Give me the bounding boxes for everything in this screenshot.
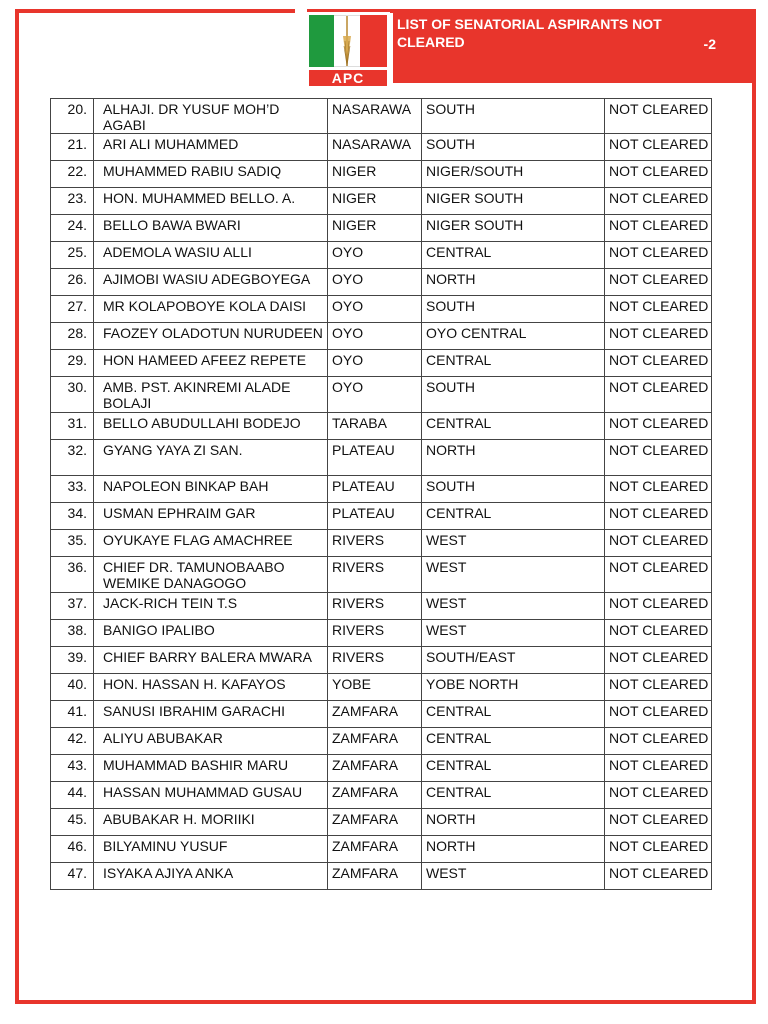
table-row [51,728,712,755]
state-cell: NIGER [328,215,422,242]
row-number: 33. [51,476,94,503]
aspirant-name: ABUBAKAR H. MORIIKI [94,809,328,836]
row-number: 42. [51,728,94,755]
table-row [51,863,712,890]
state-cell: ZAMFARA [328,809,422,836]
row-number: 40. [51,674,94,701]
zone-cell: NORTH [422,269,605,296]
aspirant-name: BELLO BAWA BWARI [94,215,328,242]
state-cell: OYO [328,296,422,323]
status-cell: NOT CLEARED [605,809,712,836]
table-row [51,377,712,413]
table-row [51,755,712,782]
status-cell: NOT CLEARED [605,99,712,134]
row-number: 23. [51,188,94,215]
zone-cell: OYO CENTRAL [422,323,605,350]
status-cell: NOT CLEARED [605,503,712,530]
zone-cell: CENTRAL [422,782,605,809]
table-row [51,836,712,863]
state-cell: ZAMFARA [328,836,422,863]
table-row [51,242,712,269]
status-cell: NOT CLEARED [605,530,712,557]
zone-cell: SOUTH [422,296,605,323]
row-number: 30. [51,377,94,413]
status-cell: NOT CLEARED [605,323,712,350]
row-number: 34. [51,503,94,530]
table-row [51,215,712,242]
aspirants-table-body [51,99,712,890]
row-number: 41. [51,701,94,728]
status-cell: NOT CLEARED [605,296,712,323]
row-number: 35. [51,530,94,557]
row-number: 37. [51,593,94,620]
zone-cell: WEST [422,530,605,557]
zone-cell: SOUTH [422,377,605,413]
table-row [51,188,712,215]
zone-cell: WEST [422,863,605,890]
table-row [51,476,712,503]
aspirant-name: BANIGO IPALIBO [94,620,328,647]
table-row [51,503,712,530]
aspirant-name: JACK-RICH TEIN T.S [94,593,328,620]
apc-logo [306,12,390,86]
zone-cell: WEST [422,593,605,620]
zone-cell: NIGER SOUTH [422,215,605,242]
state-cell: NIGER [328,161,422,188]
row-number: 25. [51,242,94,269]
state-cell: ZAMFARA [328,782,422,809]
status-cell: NOT CLEARED [605,782,712,809]
zone-cell: YOBE NORTH [422,674,605,701]
aspirant-name: NAPOLEON BINKAP BAH [94,476,328,503]
row-number: 38. [51,620,94,647]
zone-cell: SOUTH/EAST [422,647,605,674]
aspirant-name: ARI ALI MUHAMMED [94,134,328,161]
table-row [51,530,712,557]
row-number: 43. [51,755,94,782]
aspirant-name: CHIEF DR. TAMUNOBAABO WEMIKE DANAGOGO [94,557,328,593]
logo-red-band [360,15,387,67]
state-cell: ZAMFARA [328,863,422,890]
status-cell: NOT CLEARED [605,377,712,413]
aspirant-name: ISYAKA AJIYA ANKA [94,863,328,890]
status-cell: NOT CLEARED [605,215,712,242]
aspirant-name: ADEMOLA WASIU ALLI [94,242,328,269]
aspirant-name: SANUSI IBRAHIM GARACHI [94,701,328,728]
state-cell: PLATEAU [328,503,422,530]
status-cell: NOT CLEARED [605,188,712,215]
aspirant-name: USMAN EPHRAIM GAR [94,503,328,530]
zone-cell: CENTRAL [422,413,605,440]
table-row [51,647,712,674]
status-cell: NOT CLEARED [605,350,712,377]
row-number: 44. [51,782,94,809]
status-cell: NOT CLEARED [605,557,712,593]
status-cell: NOT CLEARED [605,728,712,755]
zone-cell: NORTH [422,440,605,476]
zone-cell: WEST [422,620,605,647]
zone-cell: SOUTH [422,99,605,134]
state-cell: YOBE [328,674,422,701]
status-cell: NOT CLEARED [605,134,712,161]
aspirant-name: HASSAN MUHAMMAD GUSAU [94,782,328,809]
status-cell: NOT CLEARED [605,242,712,269]
status-cell: NOT CLEARED [605,674,712,701]
status-cell: NOT CLEARED [605,755,712,782]
row-number: 46. [51,836,94,863]
table-row [51,440,712,476]
table-row [51,557,712,593]
status-cell: NOT CLEARED [605,863,712,890]
header-banner [393,9,756,83]
state-cell: RIVERS [328,647,422,674]
row-number: 26. [51,269,94,296]
state-cell: NIGER [328,188,422,215]
logo-wordmark: APC [309,70,387,86]
aspirant-name: HON. HASSAN H. KAFAYOS [94,674,328,701]
aspirant-name: MUHAMMED RABIU SADIQ [94,161,328,188]
state-cell: TARABA [328,413,422,440]
aspirant-name: MUHAMMAD BASHIR MARU [94,755,328,782]
row-number: 47. [51,863,94,890]
aspirant-name: FAOZEY OLADOTUN NURUDEEN [94,323,328,350]
state-cell: PLATEAU [328,476,422,503]
aspirants-table [50,98,712,890]
state-cell: RIVERS [328,530,422,557]
zone-cell: CENTRAL [422,728,605,755]
state-cell: ZAMFARA [328,701,422,728]
status-cell: NOT CLEARED [605,593,712,620]
table-row [51,413,712,440]
broom-icon [340,16,354,66]
state-cell: NASARAWA [328,134,422,161]
row-number: 36. [51,557,94,593]
zone-cell: CENTRAL [422,242,605,269]
table-row [51,782,712,809]
state-cell: ZAMFARA [328,755,422,782]
zone-cell: NORTH [422,836,605,863]
row-number: 21. [51,134,94,161]
table-row [51,161,712,188]
state-cell: OYO [328,242,422,269]
state-cell: RIVERS [328,593,422,620]
zone-cell: SOUTH [422,134,605,161]
row-number: 28. [51,323,94,350]
zone-cell: CENTRAL [422,350,605,377]
zone-cell: SOUTH [422,476,605,503]
status-cell: NOT CLEARED [605,161,712,188]
state-cell: NASARAWA [328,99,422,134]
table-row [51,323,712,350]
table-row [51,593,712,620]
aspirant-name: HON HAMEED AFEEZ REPETE [94,350,328,377]
aspirant-name: MR KOLAPOBOYE KOLA DAISI [94,296,328,323]
row-number: 29. [51,350,94,377]
state-cell: OYO [328,377,422,413]
table-row [51,350,712,377]
zone-cell: NIGER/SOUTH [422,161,605,188]
table-row [51,674,712,701]
aspirant-name: ALHAJI. DR YUSUF MOH’D AGABI [94,99,328,134]
logo-green-band [309,15,334,67]
aspirant-name: BILYAMINU YUSUF [94,836,328,863]
row-number: 20. [51,99,94,134]
row-number: 24. [51,215,94,242]
state-cell: RIVERS [328,557,422,593]
table-row [51,99,712,134]
status-cell: NOT CLEARED [605,620,712,647]
aspirant-name: AJIMOBI WASIU ADEGBOYEGA [94,269,328,296]
table-row [51,620,712,647]
status-cell: NOT CLEARED [605,440,712,476]
row-number: 32. [51,440,94,476]
page-title: LIST OF SENATORIAL ASPIRANTS NOT CLEARED [397,16,662,50]
table-row [51,296,712,323]
status-cell: NOT CLEARED [605,701,712,728]
state-cell: OYO [328,269,422,296]
aspirant-name: AMB. PST. AKINREMI ALADE BOLAJI [94,377,328,413]
status-cell: NOT CLEARED [605,413,712,440]
state-cell: OYO [328,323,422,350]
state-cell: ZAMFARA [328,728,422,755]
status-cell: NOT CLEARED [605,476,712,503]
status-cell: NOT CLEARED [605,647,712,674]
row-number: 45. [51,809,94,836]
page-number: -2 [703,36,716,52]
zone-cell: NORTH [422,809,605,836]
state-cell: RIVERS [328,620,422,647]
state-cell: OYO [328,350,422,377]
aspirant-name: HON. MUHAMMED BELLO. A. [94,188,328,215]
table-row [51,701,712,728]
status-cell: NOT CLEARED [605,836,712,863]
row-number: 22. [51,161,94,188]
row-number: 27. [51,296,94,323]
state-cell: PLATEAU [328,440,422,476]
aspirant-name: GYANG YAYA ZI SAN. [94,440,328,476]
table-row [51,134,712,161]
zone-cell: WEST [422,557,605,593]
aspirant-name: CHIEF BARRY BALERA MWARA [94,647,328,674]
status-cell: NOT CLEARED [605,269,712,296]
zone-cell: CENTRAL [422,755,605,782]
row-number: 31. [51,413,94,440]
aspirant-name: ALIYU ABUBAKAR [94,728,328,755]
zone-cell: CENTRAL [422,503,605,530]
table-row [51,269,712,296]
aspirant-name: BELLO ABUDULLAHI BODEJO [94,413,328,440]
zone-cell: CENTRAL [422,701,605,728]
table-row [51,809,712,836]
aspirant-name: OYUKAYE FLAG AMACHREE [94,530,328,557]
zone-cell: NIGER SOUTH [422,188,605,215]
row-number: 39. [51,647,94,674]
